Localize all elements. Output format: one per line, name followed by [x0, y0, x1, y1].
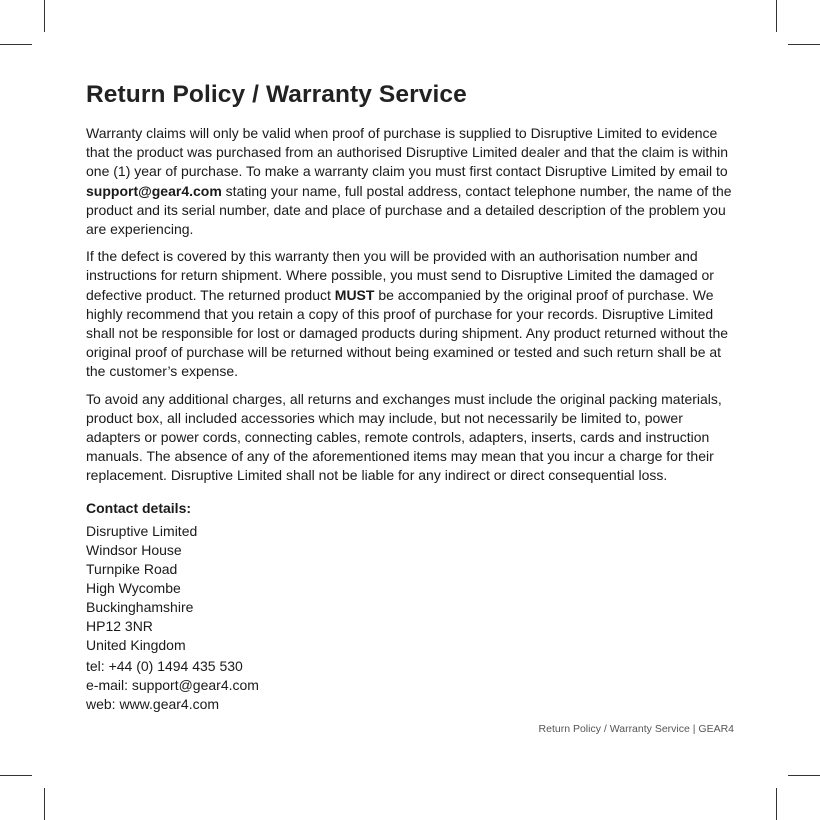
address-line: United Kingdom [86, 636, 186, 653]
return-shipment-text-1: If the defect is covered by this warranty then you will be provided with an authorisation number and instructions for return shipment. Where possible, you must send to Disruptive Limited the damaged or defective product. The returned product [86, 248, 714, 303]
page-footer: Return Policy / Warranty Service | GEAR4 [538, 723, 734, 735]
support-email: support@gear4.com [86, 182, 222, 199]
document-page [86, 80, 736, 714]
warranty-claim-paragraph [86, 124, 736, 239]
crop-mark-bottom-right-vertical [776, 788, 777, 820]
address-line: HP12 3NR [86, 617, 153, 634]
address-line: Buckinghamshire [86, 598, 194, 615]
return-shipment-text-2: be accompanied by the original proof of purchase. We highly recommend that you retain a copy of this proof of purchase for your records. Disruptive Limited shall not be responsible for lost or damaged products during shipment. Any product returned without the original proof of purchase will be returned without being examined or tested and such return shall be at the customer’s expense. [86, 286, 729, 380]
postal-address [86, 522, 736, 655]
contact-website: web: www.gear4.com [86, 695, 220, 712]
address-line: Disruptive Limited [86, 522, 198, 539]
crop-mark-bottom-left-vertical [44, 788, 45, 820]
contact-heading: Contact details: [86, 499, 192, 516]
crop-mark-top-left-vertical [44, 0, 45, 32]
contact-telephone: tel: +44 (0) 1494 435 530 [86, 657, 243, 674]
crop-mark-top-right-horizontal [788, 44, 820, 45]
warranty-claim-text-2: stating your name, full postal address, contact telephone number, the name of the product and its serial number, date and place of purchase and a detailed description of the problem you are experiencing. [86, 182, 732, 238]
crop-mark-bottom-right-horizontal [788, 775, 820, 776]
crop-mark-top-right-vertical [776, 0, 777, 32]
address-line: High Wycombe [86, 579, 181, 596]
crop-mark-bottom-left-horizontal [0, 775, 32, 776]
contact-lines [86, 657, 736, 714]
return-shipment-paragraph [86, 247, 736, 381]
address-line: Turnpike Road [86, 560, 178, 577]
contact-email: e-mail: support@gear4.com [86, 676, 259, 693]
additional-charges-paragraph: To avoid any additional charges, all returns and exchanges must include the original packing materials, product box, all included accessories which may include, but not necessarily be limited to, power adapters or power cords, connecting cables, remote controls, adapters, inserts, cards and instruction manuals. The absence of any of the aforementioned items may mean that you incur a charge for their replacement. Disruptive Limited shall not be liable for any indirect or direct consequential loss. [86, 390, 722, 484]
must-emphasis: MUST [334, 286, 375, 303]
address-line: Windsor House [86, 541, 182, 558]
page-title: Return Policy / Warranty Service [86, 81, 467, 108]
warranty-claim-text-1: Warranty claims will only be valid when proof of purchase is supplied to Disruptive Limited to evidence that the product was purchased from an authorised Disruptive Limited dealer and that the claim is within one (1) year of purchase. To make a warranty claim you must first contact Disruptive Limited by email to [86, 125, 729, 180]
crop-mark-top-left-horizontal [0, 44, 32, 45]
